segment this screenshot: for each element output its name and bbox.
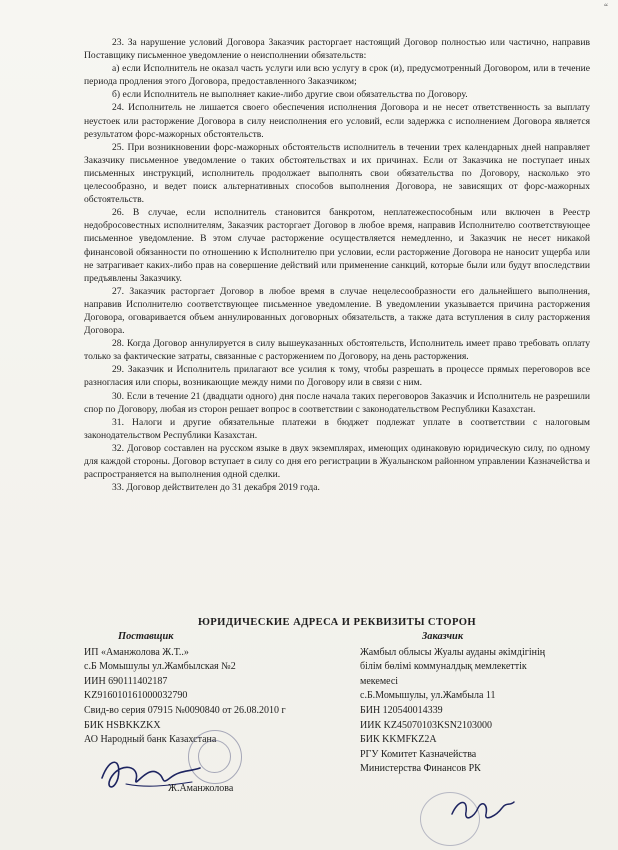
supplier-block bbox=[84, 630, 324, 748]
supplier-signer: Ж.Аманжолова bbox=[168, 783, 234, 794]
clause-23-b: б) если Исполнитель не выполняет какие-либо другие свои обязательства по Договору. bbox=[112, 89, 468, 101]
clause-23: 23. За нарушение условий Договора Заказчик расторгает настоящий Договор полностью или частично, направив Поставщику письменное уведомление о неисполнении обязательств: bbox=[84, 37, 590, 62]
supplier-line: ИИН 690111402187 bbox=[84, 675, 168, 687]
customer-line: с.Б.Момышулы, ул.Жамбыла 11 bbox=[360, 690, 496, 702]
clause-29: 29. Заказчик и Исполнитель прилагают все усилия к тому, чтобы разрешать в процессе прямых переговоров все разногласия или споры, возникающие между ними по Договору или в связи с ним. bbox=[84, 364, 590, 389]
clause-30: 30. Если в течение 21 (двадцати одного) дня после начала таких переговоров Заказчик и Исполнитель не разрешили спор по Договору, любая из сторон решает вопрос в соответствии с законодательством Республики Казахстан. bbox=[84, 390, 590, 415]
clause-28: 28. Когда Договор аннулируется в силу вышеуказанных обстоятельств, Исполнитель имеет право требовать оплату только за фактические затраты, связанные с расторжением по Договору, на день расторжения. bbox=[84, 338, 590, 363]
supplier-line: АО Народный банк Казахстана bbox=[84, 734, 217, 746]
clause-32: 32. Договор составлен на русском языке в двух экземплярах, имеющих одинаковую юридическую силу, по одному для каждой стороны. Договор вступает в силу со дня его регистрации в Жуалынском районном управлении Казначейства и распространяется на выполнения одной сделки. bbox=[84, 442, 590, 481]
customer-signature bbox=[448, 790, 518, 828]
clause-26: 26. В случае, если исполнитель становится банкротом, неплатежеспособным или включен в Реестр недобросовестных исполнителям, Заказчик расторгает Договор в любое время, направив Исполнителю соответствующее письменное уведомление. В этом случае расторжение осуществляется немедленно, и Заказчик не несет никакой финансовой обязанности по отношению к Исполнителю при условии, если расторжение Договора не наносит ущерба или не затрагивает каких-либо прав на совершение действий или применение санкций, которые были или будут впоследствии предъявлены Заказчику. bbox=[84, 207, 590, 284]
customer-line: ИИК KZ45070103KSN2103000 bbox=[360, 719, 492, 731]
clause-27: 27. Заказчик расторгает Договор в любое время в случае нецелесообразности его дальнейшего выполнения, направив Исполнителю соответствующее письменное уведомление. В уведомлении указывается причина расторжения Договора, оговаривается объем аннулированных договорных обязательств, а также дата вступления в силу расторжения Договора. bbox=[84, 285, 590, 337]
clause-23-a: а) если Исполнитель не оказал часть услуги или всю услугу в срок (и), предусмотренный Договором, или в течение периода продления этого Договора, предоставленного Заказчиком; bbox=[84, 63, 590, 88]
customer-line: БИН 120540014339 bbox=[360, 704, 443, 716]
clause-25: 25. При возникновении форс-мажорных обстоятельств исполнитель в течении трех календарных дней направляет Заказчику письменное уведомление о таких обстоятельствах и их причинах. Если от Заказчика не поступает иных письменных инструкций, исполнитель продолжает выполнять свои обязательства по Договору, насколько это целесообразно, и ведет поиск альтернативных способов выполнения Договора, не зависящих от форс-мажорных обстоятельств. bbox=[84, 141, 590, 206]
supplier-line: Свид-во серия 07915 №0090840 от 26.08.2010 г bbox=[84, 704, 286, 716]
customer-line: мекемесі bbox=[360, 675, 399, 687]
contract-clauses bbox=[84, 36, 590, 494]
customer-line: РГУ Комитет Казначейства bbox=[360, 748, 477, 760]
customer-line: Жамбыл облысы Жуалы ауданы әкімдігінің bbox=[360, 646, 546, 658]
clause-31: 31. Налоги и другие обязательные платежи в бюджет подлежат уплате в соответствии с налоговым законодательством Республики Казахстан. bbox=[84, 416, 590, 441]
clause-33: 33. Договор действителен до 31 декабря 2019 года. bbox=[112, 482, 320, 494]
supplier-line: KZ916010161000032790 bbox=[84, 690, 188, 702]
customer-block bbox=[360, 630, 600, 777]
supplier-role: Поставщик bbox=[118, 631, 174, 642]
customer-line: Министерства Финансов РК bbox=[360, 763, 481, 775]
corner-mark: “ bbox=[604, 2, 608, 12]
supplier-line: ИП «Аманжолова Ж.Т..» bbox=[84, 646, 189, 658]
supplier-line: с.Б Момышулы ул.Жамбылская №2 bbox=[84, 661, 236, 673]
customer-role: Заказчик bbox=[422, 631, 464, 642]
clause-24: 24. Исполнитель не лишается своего обеспечения исполнения Договора и не несет ответственность за выплату неустоек или расторжение Договора в силу неисполнения его условий, если задержка с исполнением Договора является результатом форс-мажорных обстоятельств. bbox=[84, 102, 590, 140]
requisites-heading: ЮРИДИЧЕСКИЕ АДРЕСА И РЕКВИЗИТЫ СТОРОН bbox=[197, 617, 477, 628]
customer-line: білім бөлімі коммуналдық мемлекеттік bbox=[360, 661, 527, 673]
supplier-line: БИК HSBKKZKX bbox=[84, 719, 161, 731]
customer-line: БИК KKMFKZ2A bbox=[360, 734, 437, 746]
